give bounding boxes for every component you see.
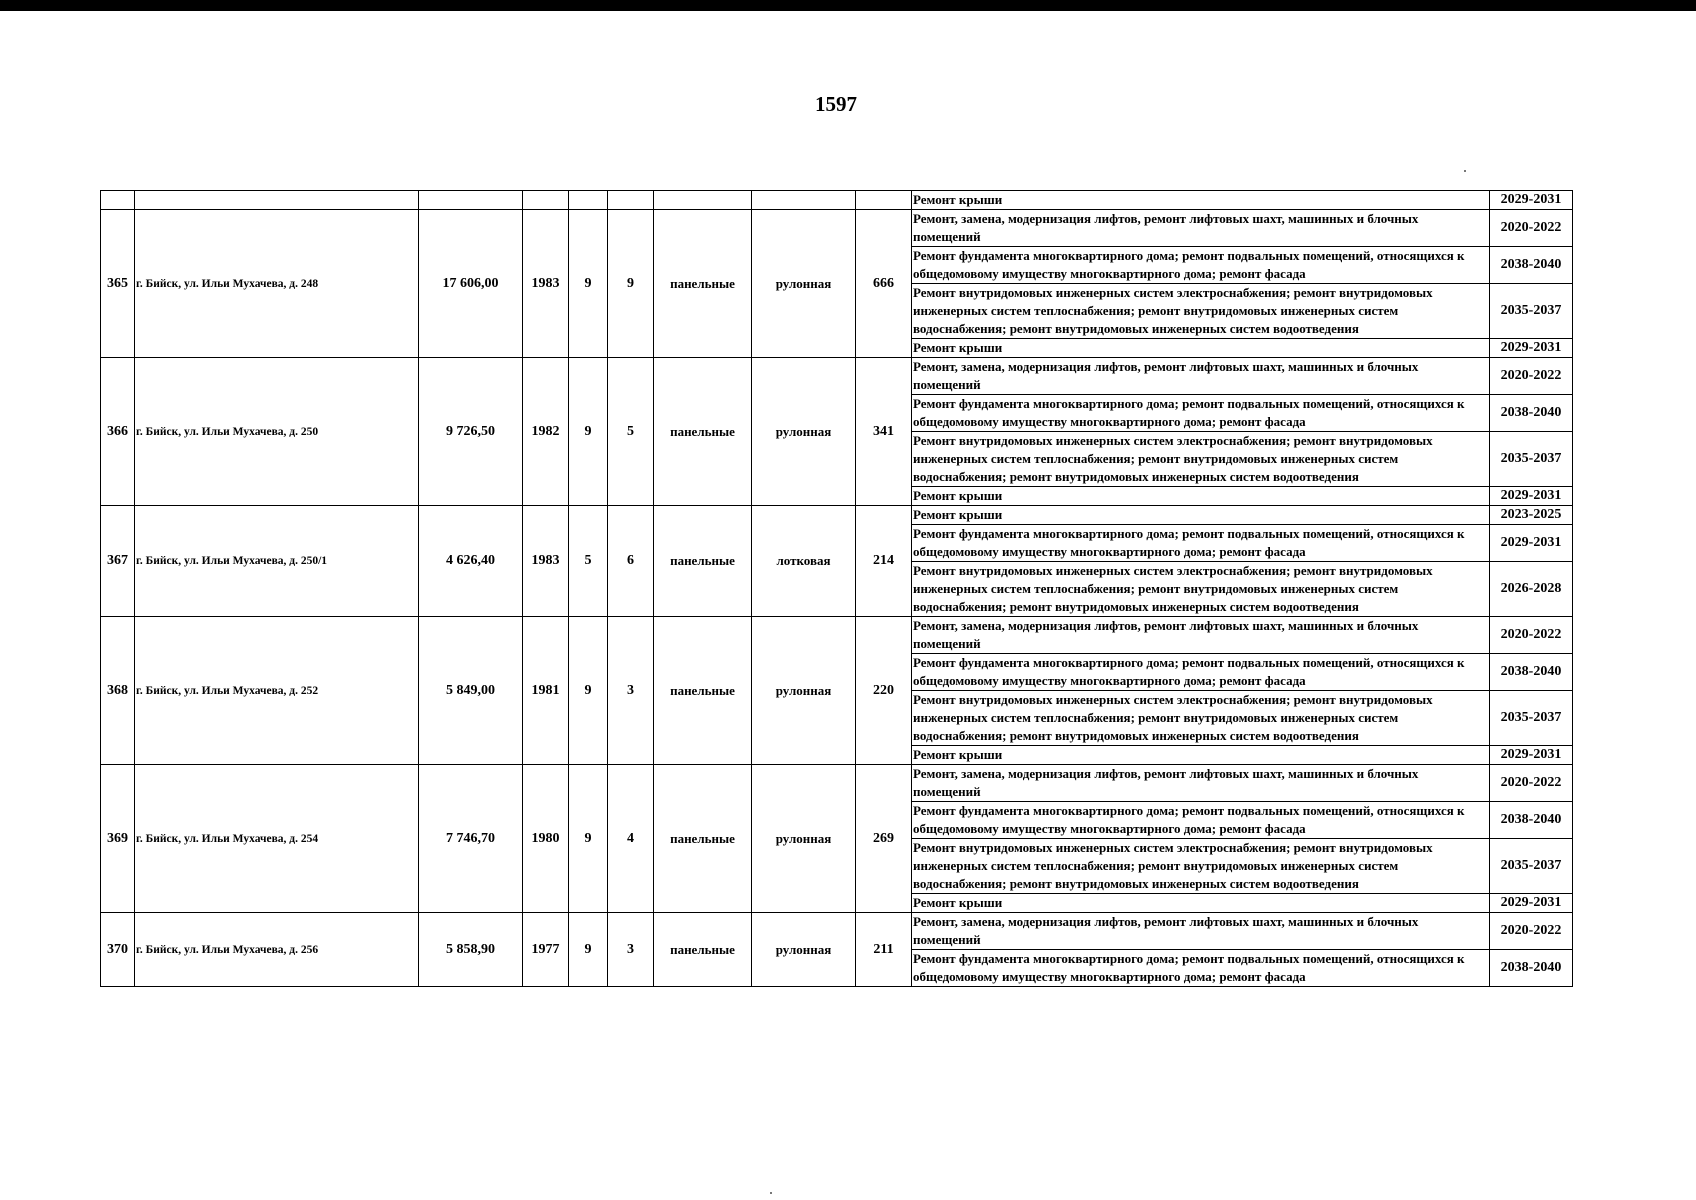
house-entrances-cell: 3 [608,913,654,987]
work-type-cell: Ремонт фундамента многоквартирного дома; ремонт подвальных помещений, относящихся к общедомовому имуществу многоквартирного дома; ремонт фасада [912,395,1490,432]
house-address-cell: г. Бийск, ул. Ильи Мухачева, д. 250/1 [135,506,419,617]
house-address-cell: г. Бийск, ул. Ильи Мухачева, д. 254 [135,765,419,913]
work-type-cell: Ремонт фундамента многоквартирного дома; ремонт подвальных помещений, относящихся к общедомовому имуществу многоквартирного дома; ремонт фасада [912,950,1490,987]
work-period-cell: 2020-2022 [1490,617,1573,654]
work-type-cell: Ремонт, замена, модернизация лифтов, ремонт лифтовых шахт, машинных и блочных помещений [912,358,1490,395]
house-residents-cell: 220 [856,617,912,765]
house-year-cell: 1982 [523,358,569,506]
house-year-cell: 1977 [523,913,569,987]
house-walls-cell: панельные [654,913,752,987]
house-entrances-cell: 4 [608,765,654,913]
scan-speck [770,1192,772,1194]
house-roof-cell: рулонная [752,358,856,506]
cell-empty [856,191,912,210]
work-type-cell: Ремонт, замена, модернизация лифтов, ремонт лифтовых шахт, машинных и блочных помещений [912,210,1490,247]
house-floors-cell: 9 [569,617,608,765]
cell-empty [752,191,856,210]
house-residents-cell: 666 [856,210,912,358]
house-floors-cell: 9 [569,210,608,358]
work-type-cell: Ремонт внутридомовых инженерных систем электроснабжения; ремонт внутридомовых инженерных систем теплоснабжения; ремонт внутридомовых инженерных систем водоснабжения; ремонт внутридомовых инженерных систем водоотведения [912,284,1490,339]
work-type-cell: Ремонт, замена, модернизация лифтов, ремонт лифтовых шахт, машинных и блочных помещений [912,913,1490,950]
house-address-cell: г. Бийск, ул. Ильи Мухачева, д. 250 [135,358,419,506]
scan-top-border [0,0,1696,11]
table-row [101,765,1573,802]
house-roof-cell: рулонная [752,913,856,987]
work-period-cell: 2029-2031 [1490,339,1573,358]
work-period-cell: 2020-2022 [1490,358,1573,395]
work-period-cell: 2035-2037 [1490,432,1573,487]
house-walls-cell: панельные [654,358,752,506]
work-type-cell: Ремонт, замена, модернизация лифтов, ремонт лифтовых шахт, машинных и блочных помещений [912,765,1490,802]
work-type-cell: Ремонт внутридомовых инженерных систем электроснабжения; ремонт внутридомовых инженерных систем теплоснабжения; ремонт внутридомовых инженерных систем водоснабжения; ремонт внутридомовых инженерных систем водоотведения [912,839,1490,894]
house-area-cell: 17 606,00 [419,210,523,358]
work-type-cell: Ремонт внутридомовых инженерных систем электроснабжения; ремонт внутридомовых инженерных систем теплоснабжения; ремонт внутридомовых инженерных систем водоснабжения; ремонт внутридомовых инженерных систем водоотведения [912,432,1490,487]
capital-repair-table [100,190,1573,987]
page-number: 1597 [815,92,857,116]
house-year-cell: 1983 [523,210,569,358]
work-type-cell: Ремонт фундамента многоквартирного дома; ремонт подвальных помещений, относящихся к общедомовому имуществу многоквартирного дома; ремонт фасада [912,525,1490,562]
work-period-cell: 2029-2031 [1490,894,1573,913]
work-type-cell: Ремонт внутридомовых инженерных систем электроснабжения; ремонт внутридомовых инженерных систем теплоснабжения; ремонт внутридомовых инженерных систем водоснабжения; ремонт внутридомовых инженерных систем водоотведения [912,691,1490,746]
work-period-cell: 2020-2022 [1490,765,1573,802]
house-walls-cell: панельные [654,210,752,358]
work-period-cell: 2029-2031 [1490,191,1573,210]
house-year-cell: 1981 [523,617,569,765]
house-number-cell: 370 [101,913,135,987]
work-period-cell: 2029-2031 [1490,487,1573,506]
house-entrances-cell: 9 [608,210,654,358]
table-row-carryover [101,191,1573,210]
work-type-cell: Ремонт крыши [912,894,1490,913]
house-area-cell: 5 858,90 [419,913,523,987]
table-row [101,506,1573,525]
house-roof-cell: рулонная [752,210,856,358]
house-floors-cell: 5 [569,506,608,617]
house-residents-cell: 269 [856,765,912,913]
cell-empty [135,191,419,210]
work-period-cell: 2038-2040 [1490,802,1573,839]
work-type-cell: Ремонт фундамента многоквартирного дома; ремонт подвальных помещений, относящихся к общедомовому имуществу многоквартирного дома; ремонт фасада [912,247,1490,284]
work-period-cell: 2026-2028 [1490,562,1573,617]
house-entrances-cell: 5 [608,358,654,506]
work-period-cell: 2029-2031 [1490,525,1573,562]
house-number-cell: 368 [101,617,135,765]
cell-empty [419,191,523,210]
cell-empty [523,191,569,210]
work-period-cell: 2035-2037 [1490,284,1573,339]
work-type-cell: Ремонт крыши [912,487,1490,506]
house-residents-cell: 214 [856,506,912,617]
work-type-cell: Ремонт крыши [912,191,1490,210]
work-type-cell: Ремонт фундамента многоквартирного дома; ремонт подвальных помещений, относящихся к общедомовому имуществу многоквартирного дома; ремонт фасада [912,654,1490,691]
table-row [101,913,1573,950]
house-year-cell: 1983 [523,506,569,617]
table-row [101,210,1573,247]
table-body [101,191,1573,987]
house-walls-cell: панельные [654,617,752,765]
house-area-cell: 5 849,00 [419,617,523,765]
house-entrances-cell: 3 [608,617,654,765]
house-entrances-cell: 6 [608,506,654,617]
cell-empty [654,191,752,210]
table-row [101,358,1573,395]
cell-empty [101,191,135,210]
house-number-cell: 369 [101,765,135,913]
work-period-cell: 2038-2040 [1490,395,1573,432]
house-floors-cell: 9 [569,765,608,913]
work-type-cell: Ремонт фундамента многоквартирного дома; ремонт подвальных помещений, относящихся к общедомовому имуществу многоквартирного дома; ремонт фасада [912,802,1490,839]
work-type-cell: Ремонт, замена, модернизация лифтов, ремонт лифтовых шахт, машинных и блочных помещений [912,617,1490,654]
work-period-cell: 2020-2022 [1490,913,1573,950]
house-walls-cell: панельные [654,765,752,913]
house-area-cell: 9 726,50 [419,358,523,506]
work-period-cell: 2038-2040 [1490,654,1573,691]
house-area-cell: 7 746,70 [419,765,523,913]
cell-empty [608,191,654,210]
house-walls-cell: панельные [654,506,752,617]
house-address-cell: г. Бийск, ул. Ильи Мухачева, д. 252 [135,617,419,765]
cell-empty [569,191,608,210]
house-roof-cell: рулонная [752,765,856,913]
house-roof-cell: лотковая [752,506,856,617]
house-year-cell: 1980 [523,765,569,913]
table-row [101,617,1573,654]
work-period-cell: 2029-2031 [1490,746,1573,765]
house-number-cell: 366 [101,358,135,506]
work-type-cell: Ремонт внутридомовых инженерных систем электроснабжения; ремонт внутридомовых инженерных систем теплоснабжения; ремонт внутридомовых инженерных систем водоснабжения; ремонт внутридомовых инженерных систем водоотведения [912,562,1490,617]
house-number-cell: 367 [101,506,135,617]
house-floors-cell: 9 [569,913,608,987]
house-area-cell: 4 626,40 [419,506,523,617]
work-period-cell: 2035-2037 [1490,691,1573,746]
house-address-cell: г. Бийск, ул. Ильи Мухачева, д. 248 [135,210,419,358]
work-period-cell: 2038-2040 [1490,950,1573,987]
scan-speck [1464,170,1466,172]
house-residents-cell: 211 [856,913,912,987]
work-period-cell: 2035-2037 [1490,839,1573,894]
house-address-cell: г. Бийск, ул. Ильи Мухачева, д. 256 [135,913,419,987]
work-type-cell: Ремонт крыши [912,746,1490,765]
house-number-cell: 365 [101,210,135,358]
house-roof-cell: рулонная [752,617,856,765]
work-type-cell: Ремонт крыши [912,506,1490,525]
house-floors-cell: 9 [569,358,608,506]
work-period-cell: 2023-2025 [1490,506,1573,525]
house-residents-cell: 341 [856,358,912,506]
work-type-cell: Ремонт крыши [912,339,1490,358]
work-period-cell: 2038-2040 [1490,247,1573,284]
work-period-cell: 2020-2022 [1490,210,1573,247]
